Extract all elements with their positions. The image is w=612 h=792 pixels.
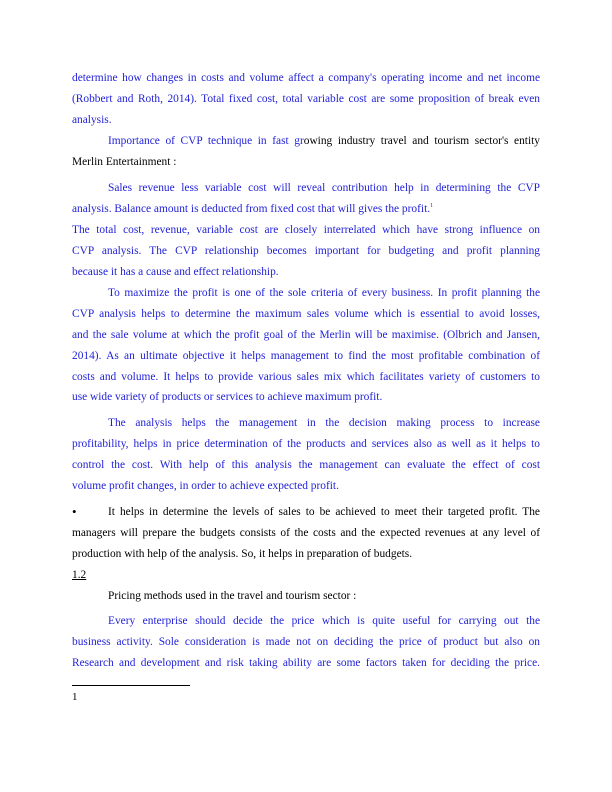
footnote-number: 1 bbox=[72, 691, 78, 703]
paragraph-line: It helps in determine the levels of sales to be achieved to meet their targeted profit. The bbox=[108, 506, 540, 518]
text-span: analysis. Balance amount is deducted from fixed cost that will gives the profit. bbox=[72, 203, 431, 215]
paragraph-line: and the sale volume at which the profit goal of the Merlin will be maximise. (Olbrich and Jansen, bbox=[72, 329, 540, 341]
paragraph-line: production with help of the analysis. So, it helps in preparation of budgets. bbox=[72, 548, 413, 560]
paragraph-line: control the cost. With help of this analysis the management can evaluate the effect of cost bbox=[72, 459, 540, 471]
paragraph-line: because it has a cause and effect relationship. bbox=[72, 266, 279, 278]
paragraph-line: Merlin Entertainment : bbox=[72, 156, 177, 168]
paragraph-line: analysis. bbox=[72, 114, 112, 126]
footnote-reference[interactable]: 1 bbox=[430, 203, 434, 209]
section-heading: Pricing methods used in the travel and tourism sector : bbox=[108, 590, 357, 602]
paragraph-line: business activity. Sole consideration is made not on deciding the price of product but also on bbox=[72, 636, 540, 648]
paragraph-line: (Robbert and Roth, 2014). Total fixed cost, total variable cost are some proposition of break even bbox=[72, 93, 540, 105]
paragraph-line: CVP analysis helps to determine the maximum sales volume which is essential to avoid losses, bbox=[72, 308, 540, 320]
paragraph-line: use wide variety of products or services to achieve maximum profit. bbox=[72, 391, 383, 403]
paragraph-line: Sales revenue less variable cost will reveal contribution help in determining the CVP bbox=[108, 182, 540, 194]
paragraph-line: Research and development and risk taking ability are some factors taken for deciding the price. bbox=[72, 657, 540, 669]
paragraph-line: 2014). As an ultimate objective it helps management to find the most profitable combination of bbox=[72, 350, 540, 362]
footnote-separator bbox=[72, 685, 190, 686]
paragraph-line: profitability, helps in price determination of the products and services also as well as it helps to bbox=[72, 438, 540, 450]
paragraph-line: The analysis helps the management in the decision making process to increase bbox=[108, 417, 540, 429]
paragraph-line: volume profit changes, in order to achieve expected profit. bbox=[72, 480, 339, 492]
paragraph-line: managers will prepare the budgets consists of the costs and the expected revenues at any level of bbox=[72, 527, 540, 539]
paragraph-line bbox=[108, 134, 540, 148]
paragraph-line: determine how changes in costs and volume affect a company's operating income and net income bbox=[72, 72, 540, 84]
bullet-icon: • bbox=[72, 504, 77, 519]
paragraph-line: costs and volume. It helps to provide various sales mix which facilitates variety of customers to bbox=[72, 371, 540, 383]
text-span: Importance of CVP technique in fast gr bbox=[108, 135, 304, 147]
section-number: 1.2 bbox=[72, 569, 87, 581]
paragraph-line: CVP analysis. The CVP relationship becomes important for budgeting and profit planning bbox=[72, 245, 540, 257]
paragraph-line bbox=[72, 202, 540, 216]
text-span: owing industry travel and tourism sector's entity bbox=[303, 135, 540, 147]
paragraph-line: The total cost, revenue, variable cost are closely interrelated which have strong influence on bbox=[72, 224, 540, 236]
paragraph-line: To maximize the profit is one of the sole criteria of every business. In profit planning the bbox=[108, 287, 540, 299]
paragraph-line: Every enterprise should decide the price which is quite useful for carrying out the bbox=[108, 615, 540, 627]
